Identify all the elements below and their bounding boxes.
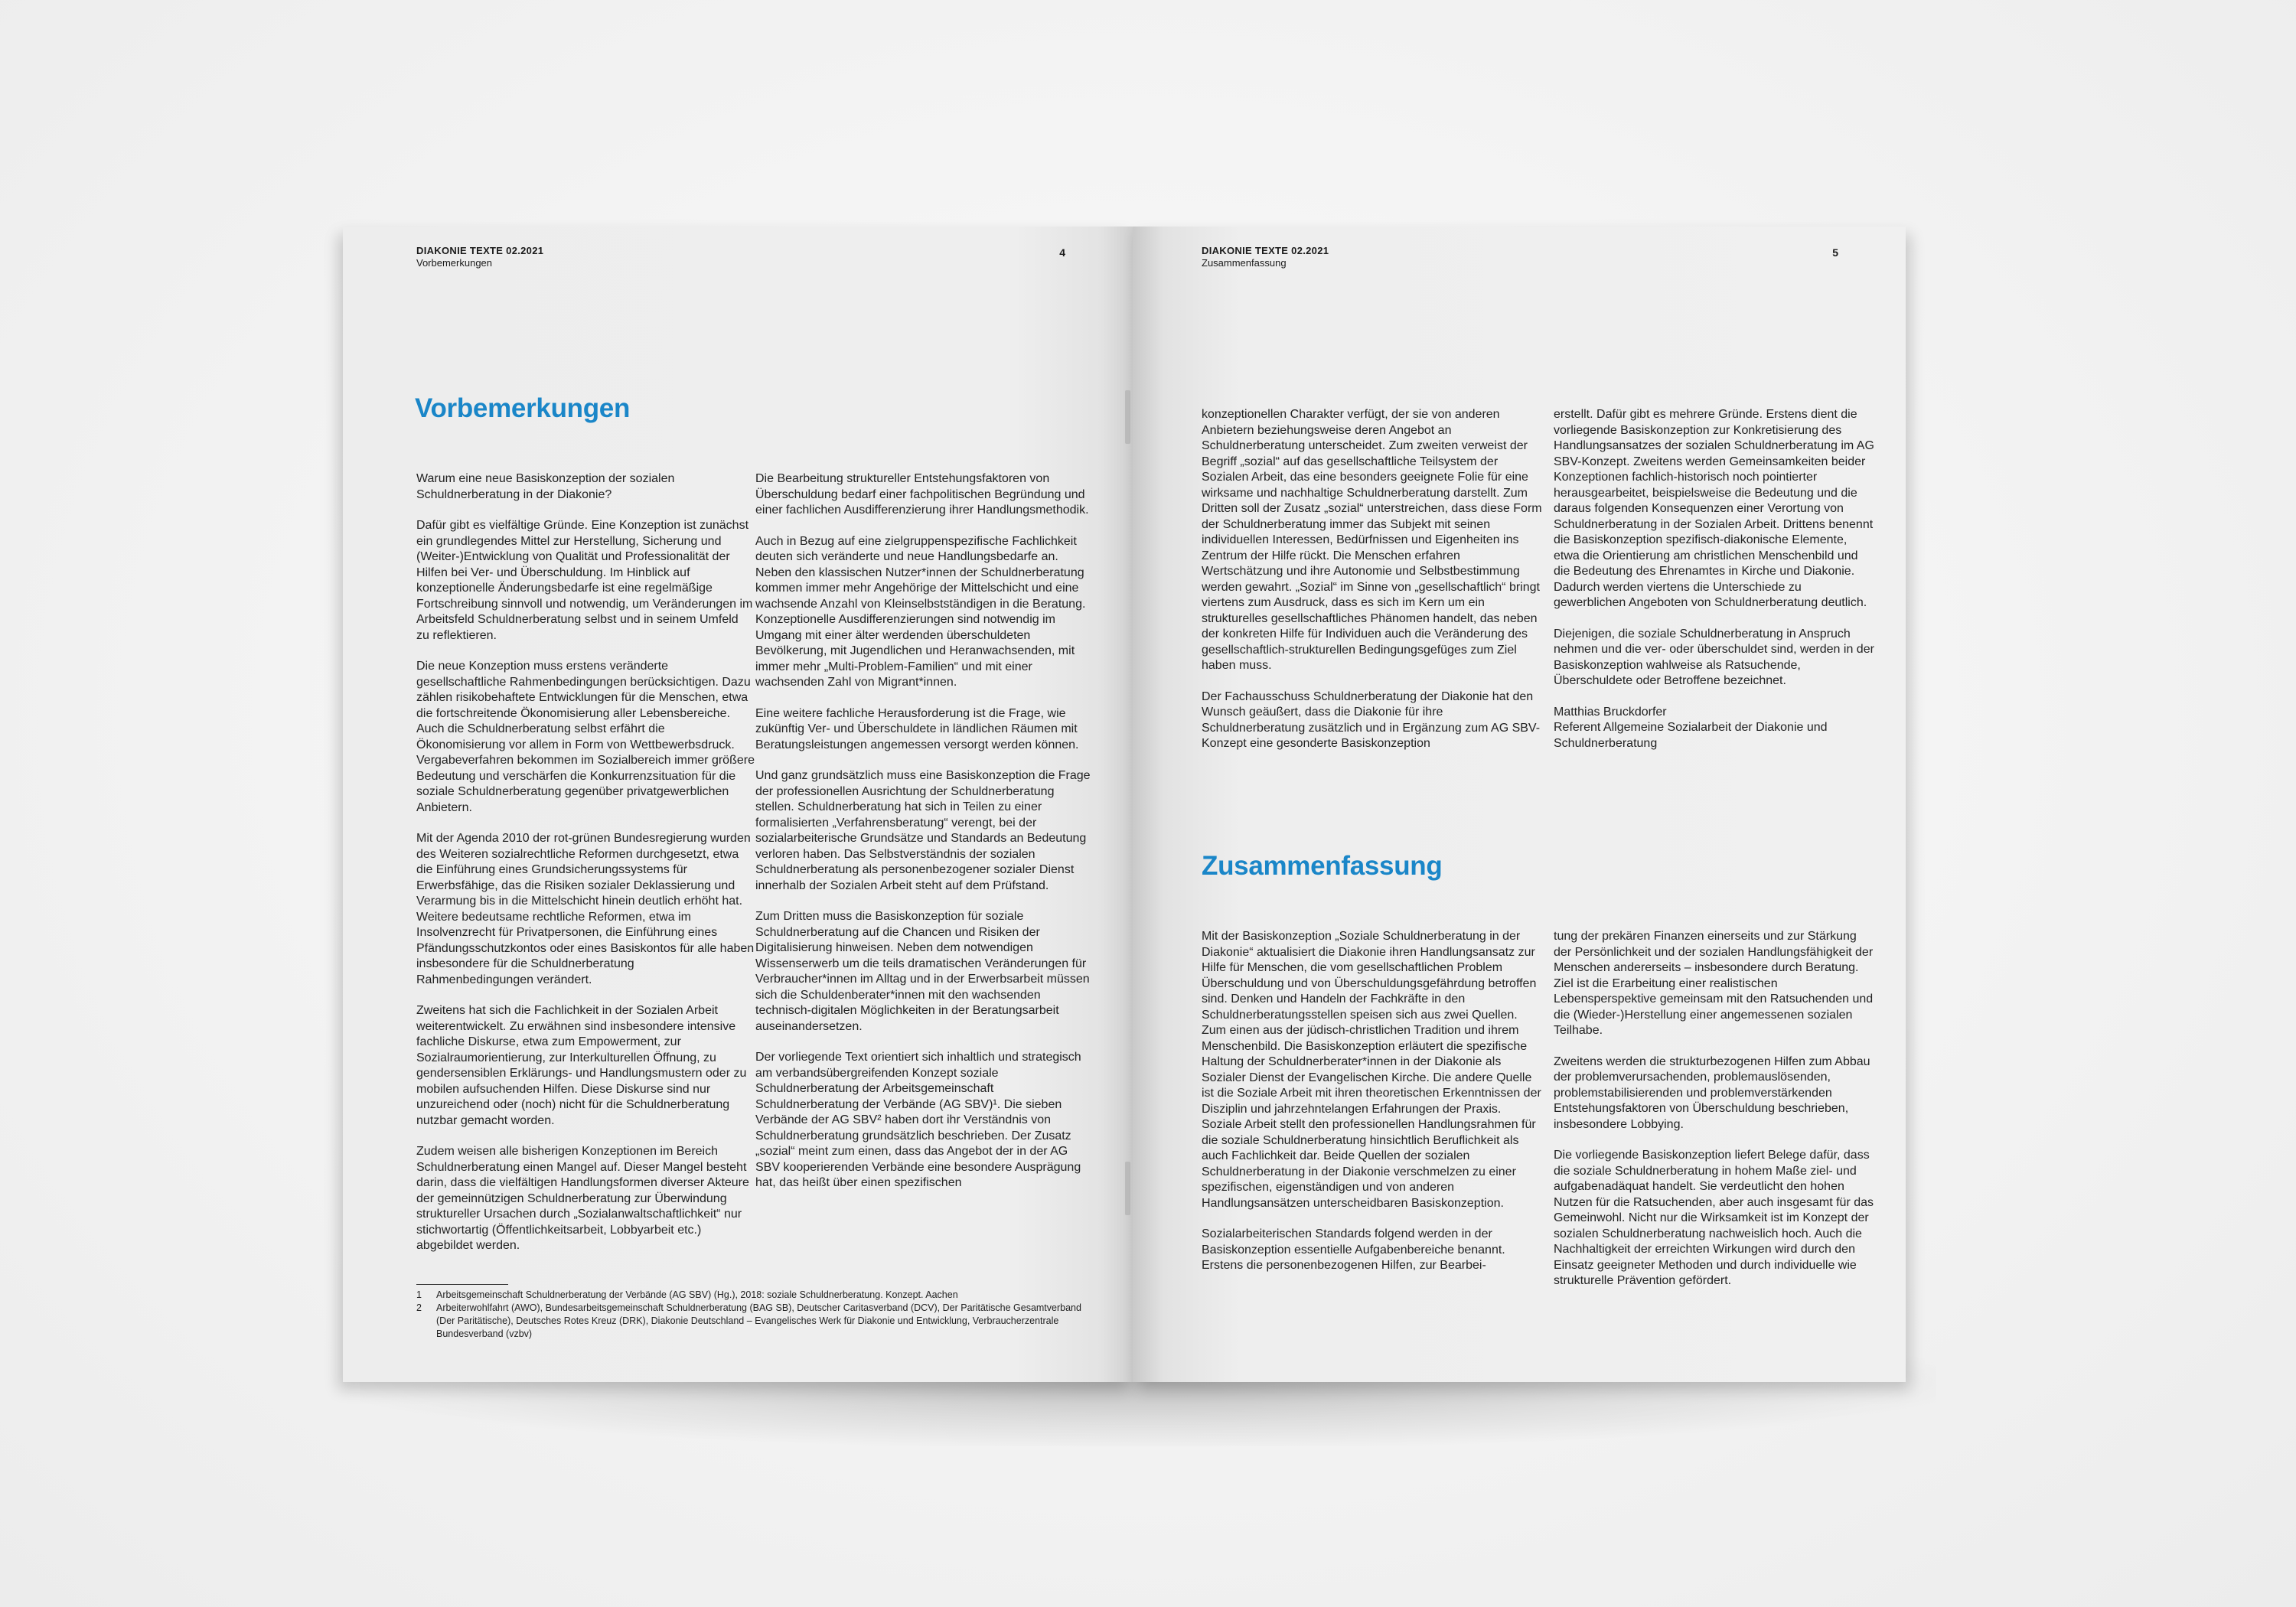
text-column-1 (416, 471, 755, 1270)
staple-mark (1125, 390, 1130, 444)
footnote-text: Arbeiterwohlfahrt (AWO), Bundesarbeitsgemeinschaft Schuldnerberatung (BAG SB), Deutscher Caritasverband (DCV), Der Paritätische Gesamtverband (Der Paritätische), Deutsches Rotes Kreuz (DRK), Diakonie Deutschland – Evangelisches Werk für Diakonie und Entwicklung, Verbraucherzentrale Bundesverband (vzbv) (436, 1302, 1081, 1339)
header-section: Vorbemerkungen (416, 257, 493, 269)
page-number: 5 (1832, 246, 1838, 259)
paragraph: Dafür gibt es vielfältige Gründe. Eine Konzeption ist zunächst ein grundlegendes Mittel zur Herstellung, Sicherung und (Weiter-)Entwicklung von Qualität und Professionalität der Hilfen bei Ver- und Überschuldung. Im Hinblick auf konzeptionelle Änderungsbedarfe ist eine regelmäßige Fortschreibung sinnvoll und notwendig, um Veränderungen im Arbeitsfeld Schuldnerberatung selbst und in seinem Umfeld zu reflektieren. (416, 519, 753, 642)
text-column-2 (755, 471, 1094, 1207)
paragraph: erstellt. Dafür gibt es mehrere Gründe. Erstens dient die vorliegende Basiskonzeption zur Konkretisierung des Handlungsansatzes der sozialen Schuldnerberatung im AG SBV-Konzept. Zweitens werden Gemeinsamkeiten beider Konzeptionen fachlich-historisch noch pointierter herausgearbeitet, beispielsweise die Bedeutung und die daraus folgenden Konsequenzen einer Verortung von Schuldnerberatung in der Sozialen Arbeit. Drittens benennt die Basiskonzeption spezifisch-diakonische Elemente, etwa die Orientierung am christlichen Menschenbild und die Bedeutung des Ehrenamtes in Kirche und Diakonie. Dadurch werden viertens die Unterschiede zu gewerblichen Angeboten von Schuldnerberatung deutlich. (1554, 408, 1874, 609)
paragraph: Sozialarbeiterischen Standards folgend werden in der Basiskonzeption essentielle Aufgabenbereiche benannt. Erstens die personenbezogenen Hilfen, zur Bearbei- (1202, 1227, 1505, 1272)
left-page-header (416, 245, 543, 269)
paragraph: Die neue Konzeption muss erstens veränderte gesellschaftliche Rahmenbedingungen berücksichtigen. Dazu zählen risikobehaftete Entwicklungen für die Menschen, etwa die fortschreitende Ökonomisierung aller Lebensbereiche. Auch die Schuldnerberatung selbst erfährt die Ökonomisierung vor allem in Form von Wettbewerbsdruck. Vergabeverfahren bekommen im Sozialbereich immer größere Bedeutung und verschärfen die Konkurrenzsituation für die soziale Schuldnerberatung gegenüber privatgewerblichen Anbietern. (416, 660, 755, 814)
section-title-zusammenfassung: Zusammenfassung (1202, 851, 1443, 881)
paragraph: Diejenigen, die soziale Schuldnerberatung in Anspruch nehmen und die ver- oder überschuldet sind, werden in der Basiskonzeption wahlweise als Ratsuchende, Überschuldete oder Betroffene bezeichnet. (1554, 627, 1874, 687)
paragraph: Warum eine neue Basiskonzeption der sozialen Schuldnerberatung in der Diakonie? (416, 472, 675, 501)
footnote (416, 1302, 1097, 1341)
paragraph: Der vorliegende Text orientiert sich inhaltlich und strategisch am verbandsübergreifenden Konzept soziale Schuldnerberatung der Arbeitsgemeinschaft Schuldnerberatung der Verbände (AG SBV)¹. Die sieben Verbände der AG SBV² haben dort ihr Verständnis von Schuldnerberatung grundsätzlich beschrieben. Der Zusatz „sozial“ meint zum einen, dass das Angebot der in der AG SBV kooperierenden Verbände eine besondere Ausprägung hat, das heißt über einen spezifischen (755, 1051, 1081, 1189)
footnote-number: 1 (416, 1289, 422, 1300)
text-column-2 (1554, 407, 1875, 751)
paragraph: konzeptionellen Charakter verfügt, der sie von anderen Anbietern beziehungsweise deren Angebot an Schuldnerberatung unterscheidet. Zum zweiten verweist der Begriff „sozial“ auf das gesellschaftliche Teilsystem der Sozialen Arbeit, das eine besonders geeignete Folie für eine wirksame und nachhaltige Schuldnerberatung darstellt. Zum Dritten soll der Zusatz „sozial“ unterstreichen, dass diese Form der Schuldnerberatung immer das Subjekt mit seinen individuellen Interessen, Bedürfnissen und Eigenheiten ins Zentrum der Hilfe rückt. Die Menschen erfahren Wertschätzung und ihre Autonomie und Selbstbestimmung werden gewahrt. „Sozial“ im Sinne von „gesellschaftlich“ bringt viertens zum Ausdruck, dass es sich im Kern um ein strukturelles gesellschaftliches Phänomen handelt, das neben der konkreten Hilfe für Individuen auch die Veränderung des gesellschaftlich-strukturellen Bedingungsgefüges zum Ziel haben muss. (1202, 408, 1542, 672)
paragraph: tung der prekären Finanzen einerseits und zur Stärkung der Persönlichkeit und der sozialen Handlungsfähigkeit der Menschen andererseits – insbesondere durch Beratung. Ziel ist die Erarbeitung einer realistischen Lebensperspektive gemeinsam mit den Ratsuchenden und die (Wieder-)Herstellung einer angemessenen sozialen Teilhabe. (1554, 930, 1874, 1037)
text-column-1 (1202, 407, 1543, 768)
signature-name: Matthias Bruckdorfer (1554, 705, 1667, 719)
right-page-header (1202, 245, 1329, 269)
paragraph: Und ganz grundsätzlich muss eine Basiskonzeption die Frage der professionellen Ausrichtung der Schuldnerberatung stellen. Schuldnerberatung hat sich in Teilen zu einer formalisierten „Verfahrensberatung“ verengt, bei der sozialarbeiterische Grundsätze und Standards an Bedeutung verloren haben. Das Selbstverständnis der sozialen Schuldnerberatung als personenbezogener sozialer Dienst innerhalb der Sozialen Arbeit steht auf dem Prüfstand. (755, 769, 1091, 892)
left-page (343, 227, 1133, 1382)
footnote (416, 1289, 1097, 1302)
paragraph: Eine weitere fachliche Herausforderung ist die Frage, wie zukünftig Ver- und Überschuldete in ländlichen Räumen mit Beratungsleistungen angemessen versorgt werden können. (755, 706, 1079, 751)
footnote-number: 2 (416, 1302, 422, 1313)
paragraph: Auch in Bezug auf eine zielgruppenspezifische Fachlichkeit deuten sich veränderte und neue Handlungsbedarfe an. Neben den klassischen Nutzer*innen der Schuldnerberatung kommen immer mehr Angehörige der Mittelschicht und eine wachsende Anzahl von Kleinselbstständigen in die Beratung. Konzeptionelle Ausdifferenzierungen sind notwendig im Umgang mit einer älter werdenden überschuldeten Bevölkerung, mit Jugendlichen und Heranwachsenden, mit immer mehr „Multi-Problem-Familien“ und mit einer wachsenden Zahl von Migrant*innen. (755, 534, 1086, 689)
staple-mark (1125, 1162, 1130, 1215)
footnote-rule (416, 1284, 508, 1285)
header-section: Zusammenfassung (1202, 257, 1287, 269)
paragraph: Zudem weisen alle bisherigen Konzeptionen im Bereich Schuldnerberatung einen Mangel auf. Dieser Mangel besteht darin, dass die vielfältigen Handlungsformen diverser Akteure der gemeinnützigen Schuldnerberatung zur Überwindung struktureller Ursachen durch „Sozialanwaltschaftlichkeit“ nur stichwortartig (Öffentlichkeitsarbeit, Lobbyarbeit etc.) abgebildet werden. (416, 1145, 749, 1252)
summary-column-1 (1202, 929, 1543, 1289)
page-number: 4 (1059, 246, 1065, 259)
paragraph: Die vorliegende Basiskonzeption liefert Belege dafür, dass die soziale Schuldnerberatung in hohem Maße ziel- und aufgabenadäquat handelt. Sie verdeutlicht den hohen Nutzen für die Ratsuchenden, aber auch insgesamt für das Gemeinwohl. Nicht nur die Wirksamkeit ist im Konzept der sozialen Schuldnerberatung nachweislich hoch. Auch die Nachhaltigkeit der erreichten Wirkungen wird durch den Einsatz geeigneter Methoden und durch individuelle wie strukturelle Prävention gefördert. (1554, 1149, 1874, 1287)
footnotes (416, 1289, 1097, 1341)
paragraph: Mit der Basiskonzeption „Soziale Schuldnerberatung in der Diakonie“ aktualisiert die Diakonie ihren Handlungsansatz zur Hilfe für Menschen, die vom gesellschaftlichen Problem Überschuldung und von Überschuldungsgefährdung betroffen sind. Denken und Handeln der Fachkräfte in den Schuldnerberatungsstellen speisen sich aus zwei Quellen. Zum einen aus der jüdisch-christlichen Tradition und ihrem Menschenbild. Die Basiskonzeption erläutert die spezifische Haltung der Schuldnerberater*innen in der Diakonie als Sozialer Dienst der Evangelischen Kirche. Die andere Quelle ist die Soziale Arbeit mit ihren theoretischen Erkenntnissen der Disziplin und jahrzehntelangen Erfahrungen der Praxis. Soziale Arbeit stellt den professionellen Handlungsrahmen für die soziale Schuldnerberatung hinsichtlich Beruflichkeit als auch Fachlichkeit dar. Beide Quellen der sozialen Schuldnerberatung in der Diakonie verschmelzen zu einer spezifischen, eigenständigen und von anderen Handlungsansätzen unterscheidbaren Basiskonzeption. (1202, 930, 1541, 1210)
paragraph: Der Fachausschuss Schuldnerberatung der Diakonie hat den Wunsch geäußert, dass die Diakonie für ihre Schuldnerberatung zusätzlich und in Ergänzung zum AG SBV-Konzept eine gesonderte Basiskonzeption (1202, 689, 1541, 750)
header-brand: DIAKONIE TEXTE 02.2021 (416, 245, 544, 256)
paragraph: Zweitens werden die strukturbezogenen Hilfen zum Abbau der problemverursachenden, problemauslösenden, problemstabilisierenden und problemverstärkenden Entstehungsfaktoren von Überschuldung beschrieben, insbesondere Lobbying. (1554, 1054, 1870, 1131)
footnote-text: Arbeitsgemeinschaft Schuldnerberatung der Verbände (AG SBV) (Hg.), 2018: soziale Schuldnerberatung. Konzept. Aachen (436, 1289, 958, 1300)
summary-column-2 (1554, 929, 1875, 1305)
paragraph: Mit der Agenda 2010 der rot-grünen Bundesregierung wurden des Weiteren sozialrechtliche Reformen durchgesetzt, etwa die Einführung eines Grundsicherungssystems für Erwerbsfähige, das die Risiken sozialer Deklassierung und Verarmung bis in die Mittelschicht hinein deutlich erhöht hat. Weitere bedeutsame rechtliche Reformen, etwa im Insolvenzrecht für Privatpersonen, die Einführung eines Pfändungsschutzkontos oder eines Basiskontos für alle haben insbesondere für die Schuldnerberatung Rahmenbedingungen verändert. (416, 832, 755, 986)
signature-role: Referent Allgemeine Sozialarbeit der Diakonie und Schuldnerberatung (1554, 721, 1828, 750)
paragraph: Zweitens hat sich die Fachlichkeit in der Sozialen Arbeit weiterentwickelt. Zu erwähnen sind insbesondere intensive fachliche Diskurse, etwa zum Empowerment, zur Sozialraumorientierung, zur Interkulturellen Öffnung, zu gendersensiblen Erklärungs- und Handlungsmustern oder zu mobilen aufsuchenden Hilfen. Diese Diskurse sind nur unzureichend oder (noch) nicht für die Schuldnerberatung nutzbar gemacht worden. (416, 1004, 747, 1127)
right-page (1133, 227, 1906, 1382)
paragraph: Die Bearbeitung struktureller Entstehungsfaktoren von Überschuldung bedarf einer fachpolitischen Begründung und einer fachlichen Ausdifferenzierung ihrer Handlungsmethodik. (755, 472, 1089, 517)
paragraph: Zum Dritten muss die Basiskonzeption für soziale Schuldnerberatung auf die Chancen und Risiken der Digitalisierung hinweisen. Neben dem notwendigen Wissenserwerb um die teils dramatischen Veränderungen für Verbraucher*innen im Alltag und in der Erwerbsarbeit müssen sich die Schuldenberater*innen mit den wachsenden technisch-digitalen Möglichkeiten in der Beratungsarbeit auseinandersetzen. (755, 910, 1090, 1033)
section-title-vorbemerkungen: Vorbemerkungen (415, 393, 631, 423)
header-brand: DIAKONIE TEXTE 02.2021 (1202, 245, 1329, 256)
